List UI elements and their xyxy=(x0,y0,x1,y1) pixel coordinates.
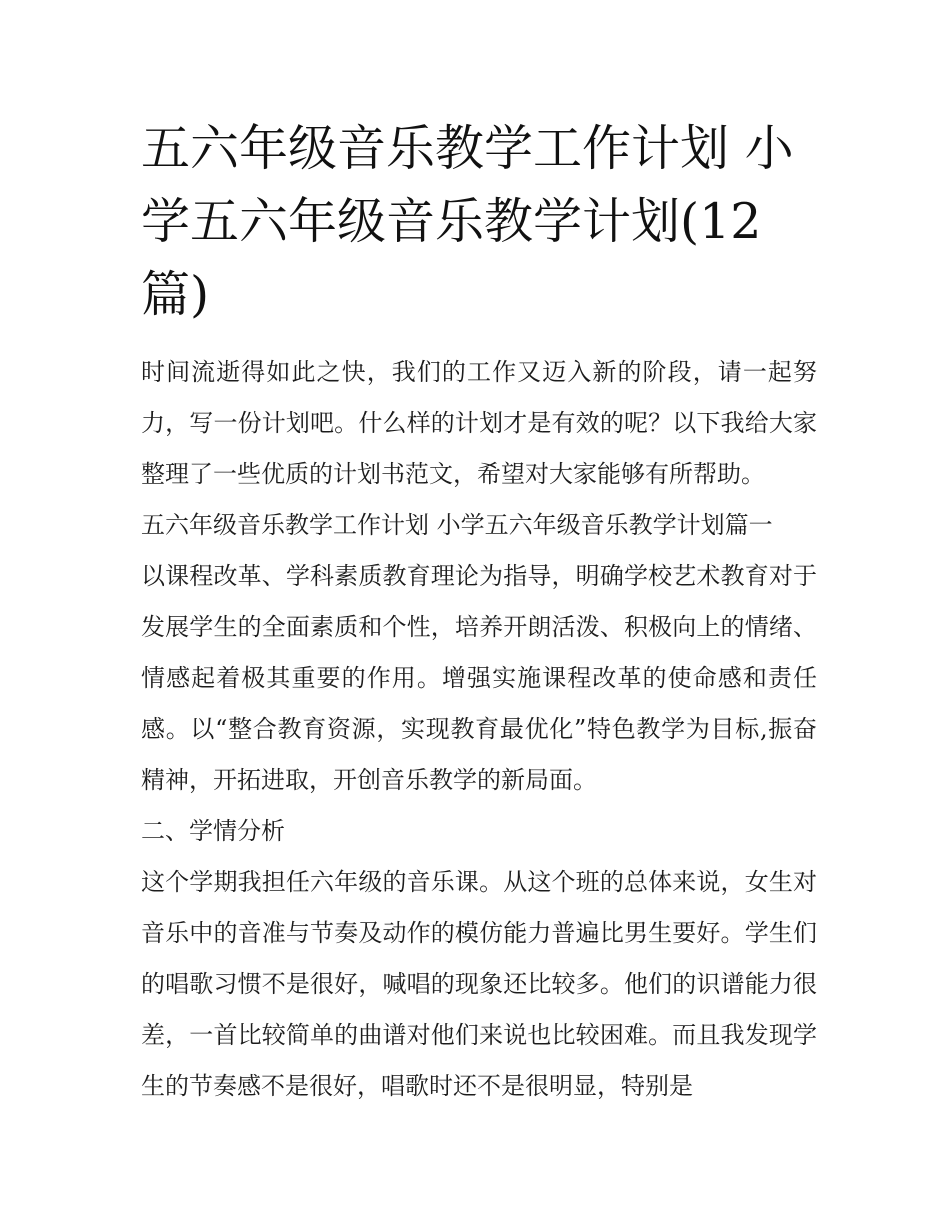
intro-paragraph: 时间流逝得如此之快，我们的工作又迈入新的阶段，请一起努力，写一份计划吧。什么样的计划才是有效的呢？以下我给大家整理了一些优质的计划书范文，希望对大家能够有所帮助。 xyxy=(141,358,817,488)
document-body xyxy=(141,347,817,1112)
section-heading-part-one: 五六年级音乐教学工作计划 小学五六年级音乐教学计划篇一 xyxy=(141,511,773,539)
guiding-ideology-paragraph: 以课程改革、学科素质教育理论为指导，明确学校艺术教育对于发展学生的全面素质和个性，培养开朗活泼、积极向上的情绪、情感起着极其重要的作用。增强实施课程改革的使命感和责任感。以“整合教育资源，实现教育最优化”特色教学为目标,振奋精神，开拓进取，开创音乐教学的新局面。 xyxy=(141,562,817,794)
document-content xyxy=(141,112,817,1112)
student-analysis-paragraph: 这个学期我担任六年级的音乐课。从这个班的总体来说，女生对音乐中的音准与节奏及动作的模仿能力普遍比男生要好。学生们的唱歌习惯不是很好，喊唱的现象还比较多。他们的识谱能力很差，一首比较简单的曲谱对他们来说也比较困难。而且我发现学生的节奏感不是很好，唱歌时还不是很明显，特别是 xyxy=(141,868,817,1100)
section-heading-student-analysis: 二、学情分析 xyxy=(141,817,285,845)
document-title: 五六年级音乐教学工作计划 小学五六年级音乐教学计划(12篇) xyxy=(141,120,794,323)
